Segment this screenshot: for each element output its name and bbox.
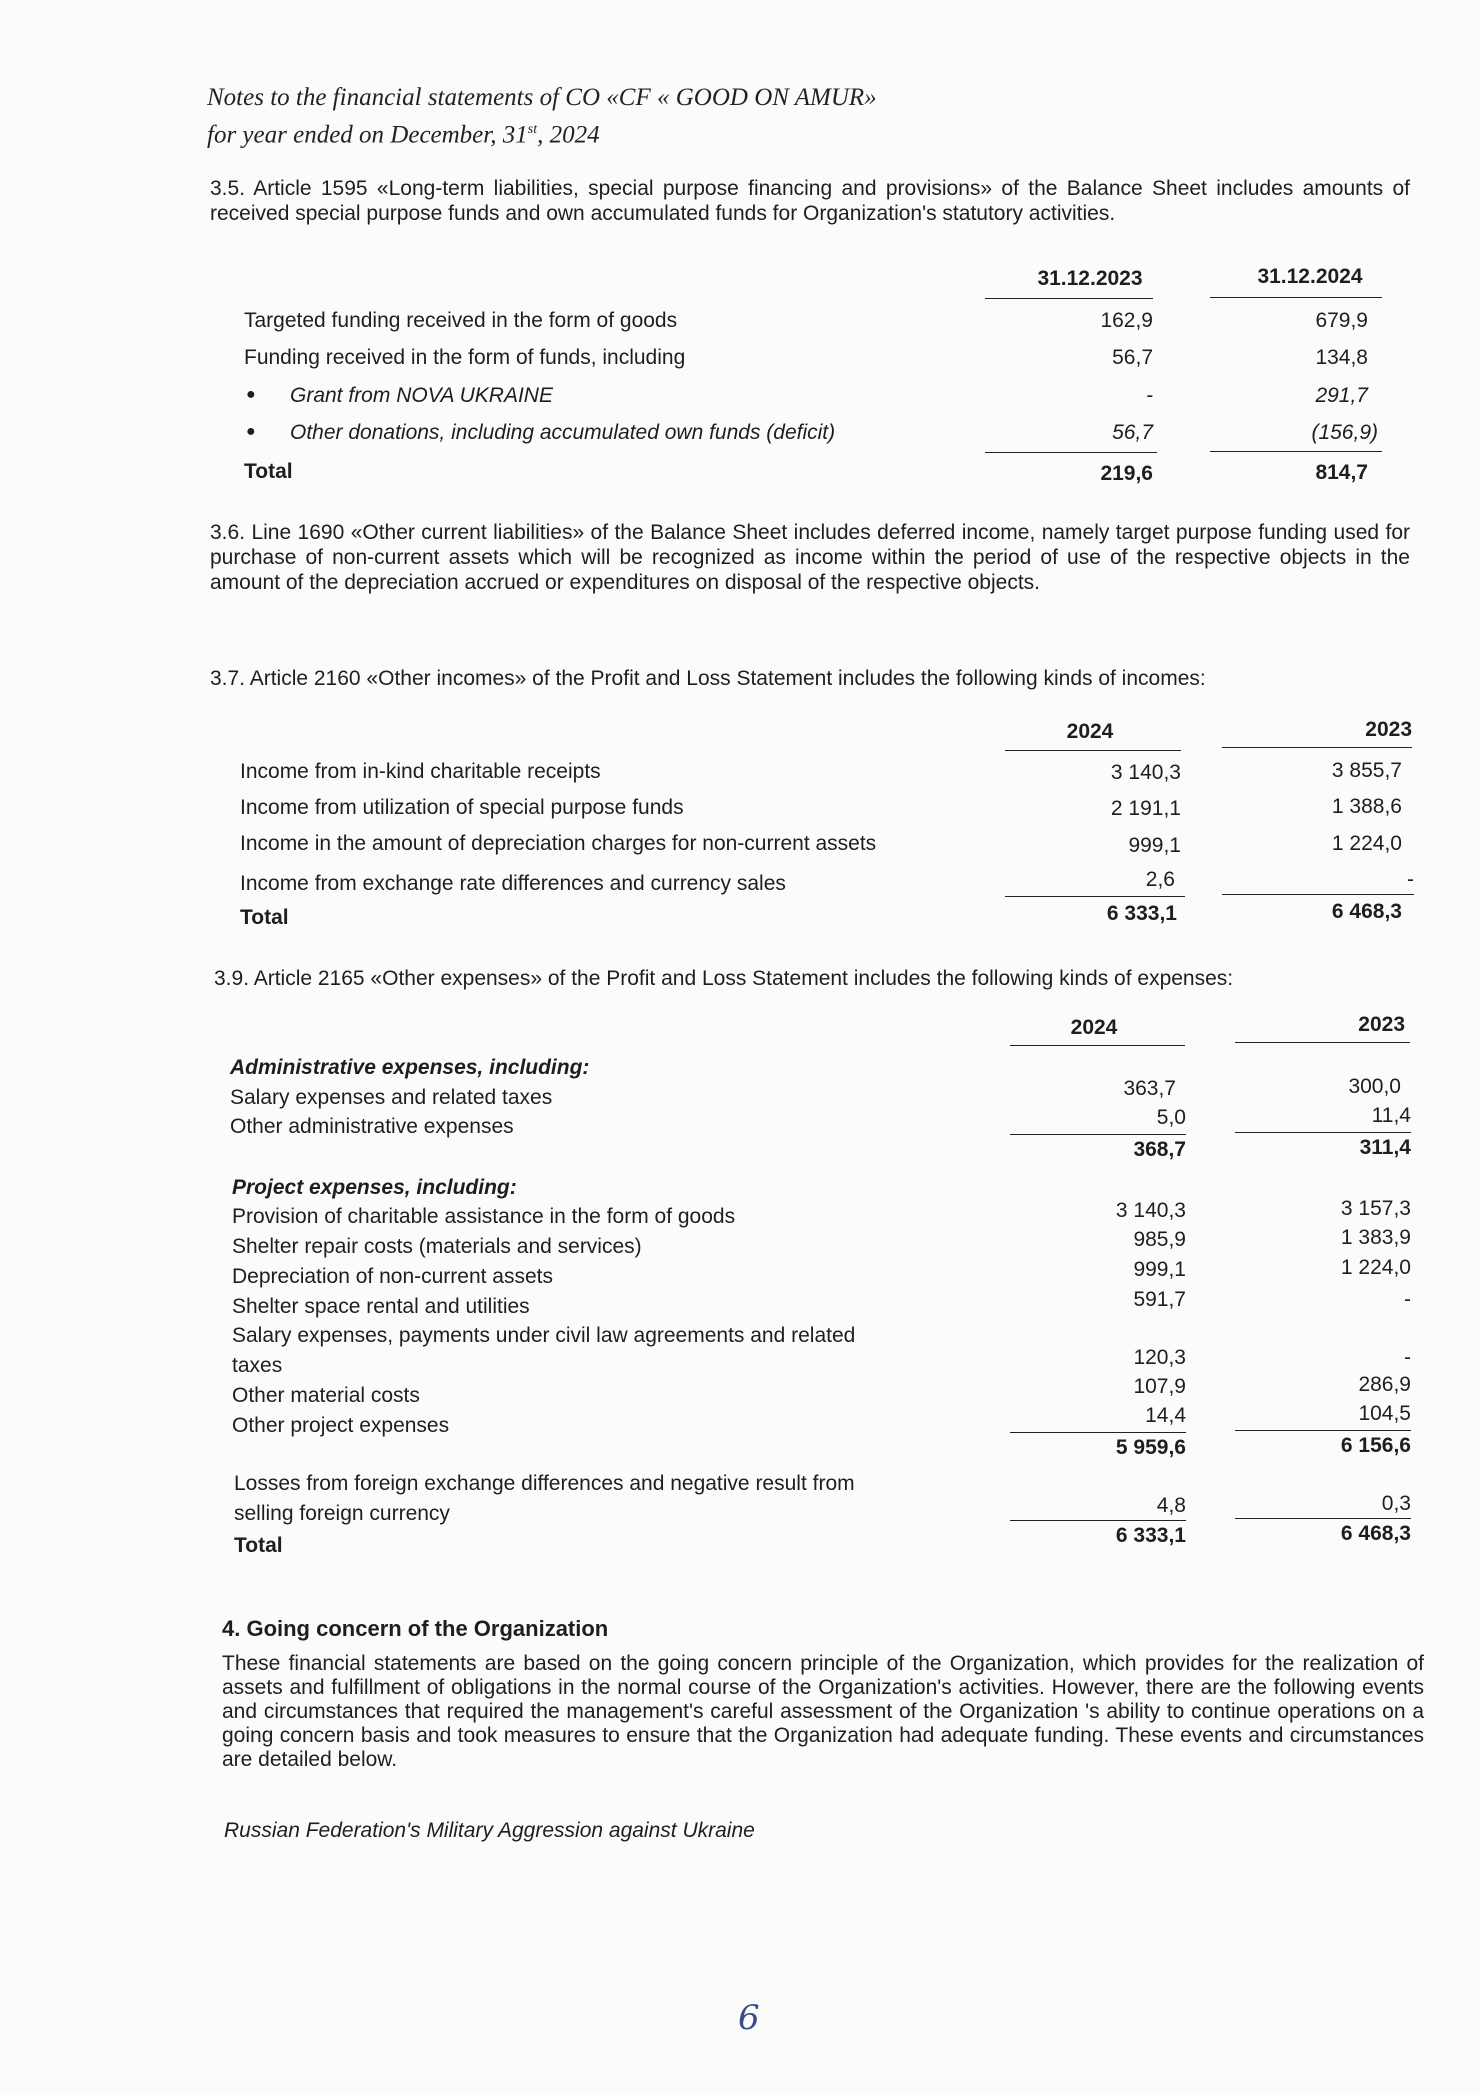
bullet-icon: ●	[246, 386, 256, 403]
table-total-cell: 6 333,1	[1115, 1524, 1186, 1547]
table-row-label: Funding received in the form of funds, including	[244, 346, 686, 369]
table-cell: 2,6	[1145, 868, 1175, 891]
table-row-label: Salary expenses and related taxes	[230, 1086, 553, 1109]
table-cell: -	[1407, 868, 1414, 891]
table-total-label: Total	[240, 906, 289, 929]
col-header-2024: 31.12.2024	[1257, 265, 1363, 288]
table-total-cell: 6 468,3	[1331, 900, 1402, 923]
table-cell: 3 140,3	[1115, 1199, 1186, 1222]
table-cell: 134,8	[1315, 346, 1368, 369]
table-cell: 11,4	[1371, 1104, 1411, 1127]
project-subtotal-cell: 5 959,6	[1115, 1436, 1186, 1459]
table-cell: 985,9	[1133, 1228, 1186, 1251]
table-cell: 1 224,0	[1331, 832, 1402, 855]
table-cell: 120,3	[1133, 1346, 1186, 1369]
table-cell: 5,0	[1156, 1106, 1186, 1129]
col-header-2024: 2024	[1066, 720, 1114, 743]
table-row-label: Losses from foreign exchange differences and negative result from	[234, 1472, 855, 1495]
table-cell: 999,1	[1128, 834, 1181, 857]
note-3-5-text: 3.5. Article 1595 «Long-term liabilities, special purpose financing and provisions» of the Balance Sheet includes amounts of received special purpose funds and own accumulated funds for Organization's statutory activities.	[210, 177, 1410, 225]
note-3-7-text: 3.7. Article 2160 «Other incomes» of the Profit and Loss Statement includes the following kinds of incomes:	[210, 667, 1206, 690]
table-total-cell: 219,6	[1100, 462, 1153, 485]
table-cell: 363,7	[1123, 1077, 1176, 1100]
header-line-1: Notes to the financial statements of CO «CF « GOOD ON AMUR»	[207, 84, 877, 111]
section-4-heading: 4. Going concern of the Organization	[222, 1616, 609, 1641]
col-header-2024: 2024	[1070, 1016, 1118, 1039]
table-cell: 4,8	[1156, 1494, 1186, 1517]
table-cell: 3 855,7	[1331, 759, 1402, 782]
table-cell: 162,9	[1100, 309, 1153, 332]
note-3-6-text: 3.6. Line 1690 «Other current liabilities» of the Balance Sheet includes deferred income, namely target purpose funding used for purchase of non-current assets which will be recognized as income within the period of use of the respective objects in the amount of the depreciation accrued or expenditures on disposal of the respective objects.	[210, 521, 1410, 594]
table-row-label: Other material costs	[232, 1384, 420, 1407]
bullet-icon: ●	[246, 423, 256, 440]
table-row-label: Other project expenses	[232, 1414, 450, 1437]
admin-subtotal-cell: 368,7	[1133, 1138, 1186, 1161]
note-3-9-text: 3.9. Article 2165 «Other expenses» of the Profit and Loss Statement includes the following kinds of expenses:	[214, 967, 1234, 990]
table-cell: -	[1146, 384, 1153, 407]
table-cell: 1 224,0	[1340, 1256, 1411, 1279]
admin-subtotal-cell: 311,4	[1359, 1136, 1411, 1159]
table-cell: 2 191,1	[1110, 797, 1181, 820]
table-cell: 1 383,9	[1340, 1226, 1411, 1249]
table-cell: 104,5	[1358, 1402, 1411, 1425]
table-row-label: Other administrative expenses	[230, 1115, 514, 1138]
table-cell: 56,7	[1112, 346, 1153, 369]
table-cell: -	[1404, 1288, 1411, 1311]
table-row-label: Salary expenses, payments under civil law agreements and related	[232, 1324, 856, 1347]
table-row-label: Shelter space rental and utilities	[232, 1295, 530, 1318]
table-cell: 591,7	[1133, 1288, 1186, 1311]
table-row-label: Depreciation of non-current assets	[232, 1265, 553, 1288]
table-total-label: Total	[244, 460, 293, 483]
col-header-2023: 2023	[1365, 718, 1412, 741]
table-cell: -	[1404, 1346, 1411, 1369]
table-row-label-cont: taxes	[232, 1354, 283, 1377]
table-row-label: Income from exchange rate differences and currency sales	[240, 872, 786, 895]
table-total-cell: 814,7	[1315, 461, 1368, 484]
table-row-label: Shelter repair costs (materials and services)	[232, 1235, 642, 1258]
table-cell: 999,1	[1133, 1258, 1186, 1281]
table-row-label-cont: selling foreign currency	[234, 1502, 450, 1525]
col-header-2023: 2023	[1358, 1013, 1405, 1036]
table-total-cell: 6 333,1	[1106, 902, 1177, 925]
section-4-subheading: Russian Federation's Military Aggression against Ukraine	[224, 1819, 755, 1842]
col-header-2023: 31.12.2023	[1037, 267, 1143, 290]
table-row-label: Other donations, including accumulated own funds (deficit)	[290, 421, 836, 444]
table-row-label: Provision of charitable assistance in the form of goods	[232, 1205, 736, 1228]
table-row-label: Grant from NOVA UKRAINE	[290, 384, 553, 407]
table-row-label: Income from in-kind charitable receipts	[240, 760, 601, 783]
table-cell: 1 388,6	[1331, 795, 1402, 818]
table-cell: 286,9	[1358, 1373, 1411, 1396]
table-cell: 107,9	[1133, 1375, 1186, 1398]
table-cell: 3 157,3	[1340, 1197, 1411, 1220]
project-subtotal-cell: 6 156,6	[1340, 1434, 1411, 1457]
header-line-2: for year ended on December, 31st, 2024	[207, 121, 600, 149]
table-row-label: Targeted funding received in the form of goods	[244, 309, 678, 332]
document-header	[207, 82, 877, 151]
table-cell: 56,7	[1112, 421, 1153, 444]
table-total-cell: 6 468,3	[1340, 1522, 1411, 1545]
table-row-label: Income from utilization of special purpose funds	[240, 796, 684, 819]
section-4-text: These financial statements are based on the going concern principle of the Organization, which provides for the realization of assets and fulfillment of obligations in the normal course of the Organization's activities. However, there are the following events and circumstances that required the management's careful assessment of the Organization 's ability to continue operations on a going concern basis and took measures to ensure that the Organization had adequate funding. These events and circumstances are detailed below.	[222, 1652, 1424, 1771]
project-expenses-heading: Project expenses, including:	[232, 1176, 517, 1199]
table-cell: 3 140,3	[1110, 761, 1181, 784]
admin-expenses-heading: Administrative expenses, including:	[230, 1056, 590, 1079]
table-row-label: Income in the amount of depreciation charges for non-current assets	[240, 832, 877, 855]
table-cell: 300,0	[1348, 1075, 1401, 1098]
table-cell: 679,9	[1315, 309, 1368, 332]
table-cell: 291,7	[1315, 384, 1368, 407]
page-number: 6	[738, 1998, 760, 2038]
table-cell: 0,3	[1381, 1492, 1411, 1515]
table-cell: 14,4	[1145, 1404, 1186, 1427]
table-cell: (156,9)	[1311, 421, 1378, 444]
table-total-label: Total	[234, 1534, 283, 1557]
